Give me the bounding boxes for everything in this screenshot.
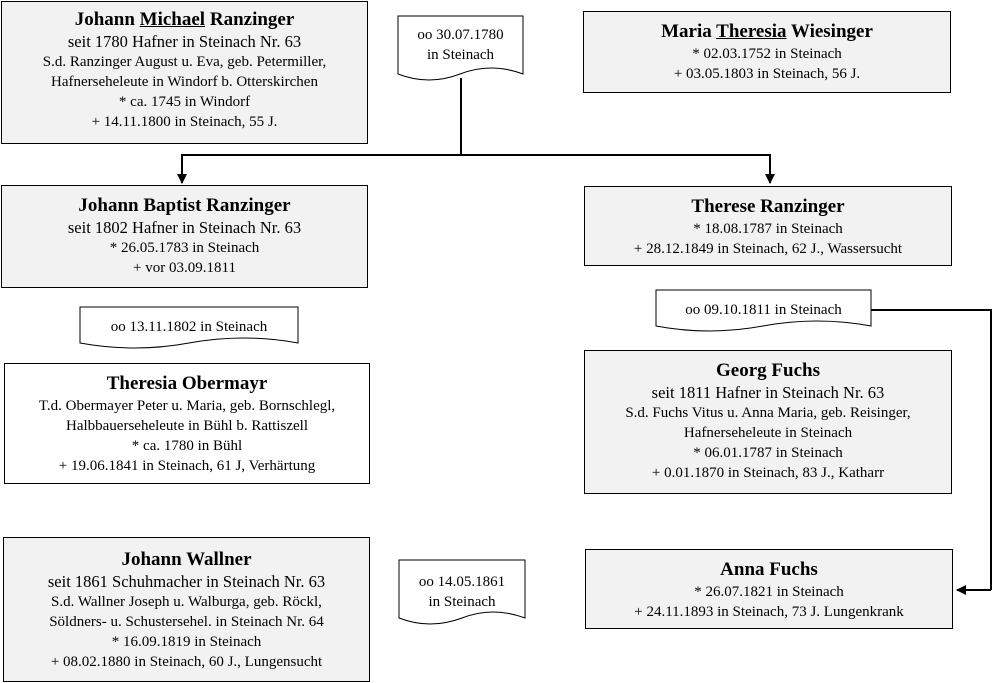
person-name <box>2 8 367 32</box>
parents-line-2: Halbbauerseheleute in Bühl b. Rattiszell <box>65 418 308 434</box>
occupation-line: seit 1780 Hafner in Steinach Nr. 63 <box>67 32 302 51</box>
name-last: Wiesinger <box>786 21 873 42</box>
marriage-date: oo 30.07.1780 <box>417 27 504 43</box>
person-box-therese-ranzinger <box>584 186 952 266</box>
parents-line-2: Söldners- u. Schustersehel. in Steinach Nr. 64 <box>49 614 324 630</box>
person-name: Anna Fuchs <box>720 559 818 580</box>
name-first: Johann <box>74 9 140 30</box>
occupation-line: seit 1811 Hafner in Steinach Nr. 63 <box>651 383 885 402</box>
person-box-johann-wallner <box>3 537 370 682</box>
marriage-date: oo 14.05.1861 <box>418 574 506 590</box>
person-box-theresia-obermayr <box>4 363 370 484</box>
person-name: Johann Wallner <box>121 549 252 570</box>
marriage-label-1802 <box>80 317 298 337</box>
death-line: + 08.02.1880 in Steinach, 60 J., Lungensucht <box>50 654 323 670</box>
birth-line: * 02.03.1752 in Steinach <box>692 46 842 62</box>
person-box-georg-fuchs <box>584 350 952 494</box>
death-line: + 14.11.1800 in Steinach, 55 J. <box>91 114 278 130</box>
death-line: + 28.12.1849 in Steinach, 62 J., Wassersucht <box>633 241 903 257</box>
parents-line: S.d. Fuchs Vitus u. Anna Maria, geb. Reisinger, <box>625 405 911 421</box>
parents-line: T.d. Obermayer Peter u. Maria, geb. Bornschlegl, <box>38 398 336 414</box>
marriage-label-1780 <box>398 25 523 65</box>
death-line: + vor 03.09.1811 <box>133 260 236 276</box>
person-box-anna-fuchs <box>585 549 953 629</box>
birth-line: * 18.08.1787 in Steinach <box>693 221 843 237</box>
person-box-johann-baptist-ranzinger <box>1 185 368 288</box>
marriage-label-1811 <box>656 300 871 320</box>
person-name: Johann Baptist Ranzinger <box>78 195 291 216</box>
name-last: Ranzinger <box>205 9 295 30</box>
birth-line: * ca. 1780 in Bühl <box>131 438 243 454</box>
name-first: Maria <box>661 21 717 42</box>
parents-line-2: Hafnerseheleute in Windorf b. Otterskirchen <box>51 74 318 90</box>
occupation-line: seit 1861 Schuhmacher in Steinach Nr. 63 <box>47 572 326 591</box>
death-line: + 24.11.1893 in Steinach, 73 J. Lungenkrank <box>634 604 904 620</box>
name-callname: Michael <box>139 9 206 30</box>
person-box-johann-michael-ranzinger <box>1 1 368 144</box>
person-name: Therese Ranzinger <box>691 196 845 217</box>
birth-line: * 16.09.1819 in Steinach <box>111 634 262 650</box>
person-name <box>584 20 950 44</box>
occupation-line: seit 1802 Hafner in Steinach Nr. 63 <box>67 218 302 237</box>
death-line: + 0.01.1870 in Steinach, 83 J., Katharr <box>651 465 885 481</box>
birth-line: * 06.01.1787 in Steinach <box>693 445 843 461</box>
marriage-place: in Steinach <box>428 594 496 610</box>
parents-line: S.d. Ranzinger August u. Eva, geb. Petermiller, <box>42 54 327 70</box>
marriage-date: oo 13.11.1802 in Steinach <box>110 319 268 335</box>
birth-line: * 26.07.1821 in Steinach <box>694 584 844 600</box>
person-name: Theresia Obermayr <box>106 373 268 394</box>
marriage-place: in Steinach <box>426 47 495 63</box>
name-callname: Theresia <box>716 21 787 42</box>
birth-line: * ca. 1745 in Windorf <box>118 94 251 110</box>
birth-line: * 26.05.1783 in Steinach <box>109 240 260 256</box>
marriage-date: oo 09.10.1811 in Steinach <box>685 302 842 318</box>
parents-line: S.d. Wallner Joseph u. Walburga, geb. Röckl, <box>51 594 322 610</box>
death-line: + 03.05.1803 in Steinach, 56 J. <box>673 66 861 82</box>
death-line: + 19.06.1841 in Steinach, 61 J, Verhärtung <box>58 458 316 474</box>
marriage-label-1861 <box>399 572 525 612</box>
person-box-maria-theresia-wiesinger <box>583 11 951 93</box>
parents-line-2: Hafnerseheleute in Steinach <box>683 425 853 441</box>
person-name: Georg Fuchs <box>716 360 820 381</box>
